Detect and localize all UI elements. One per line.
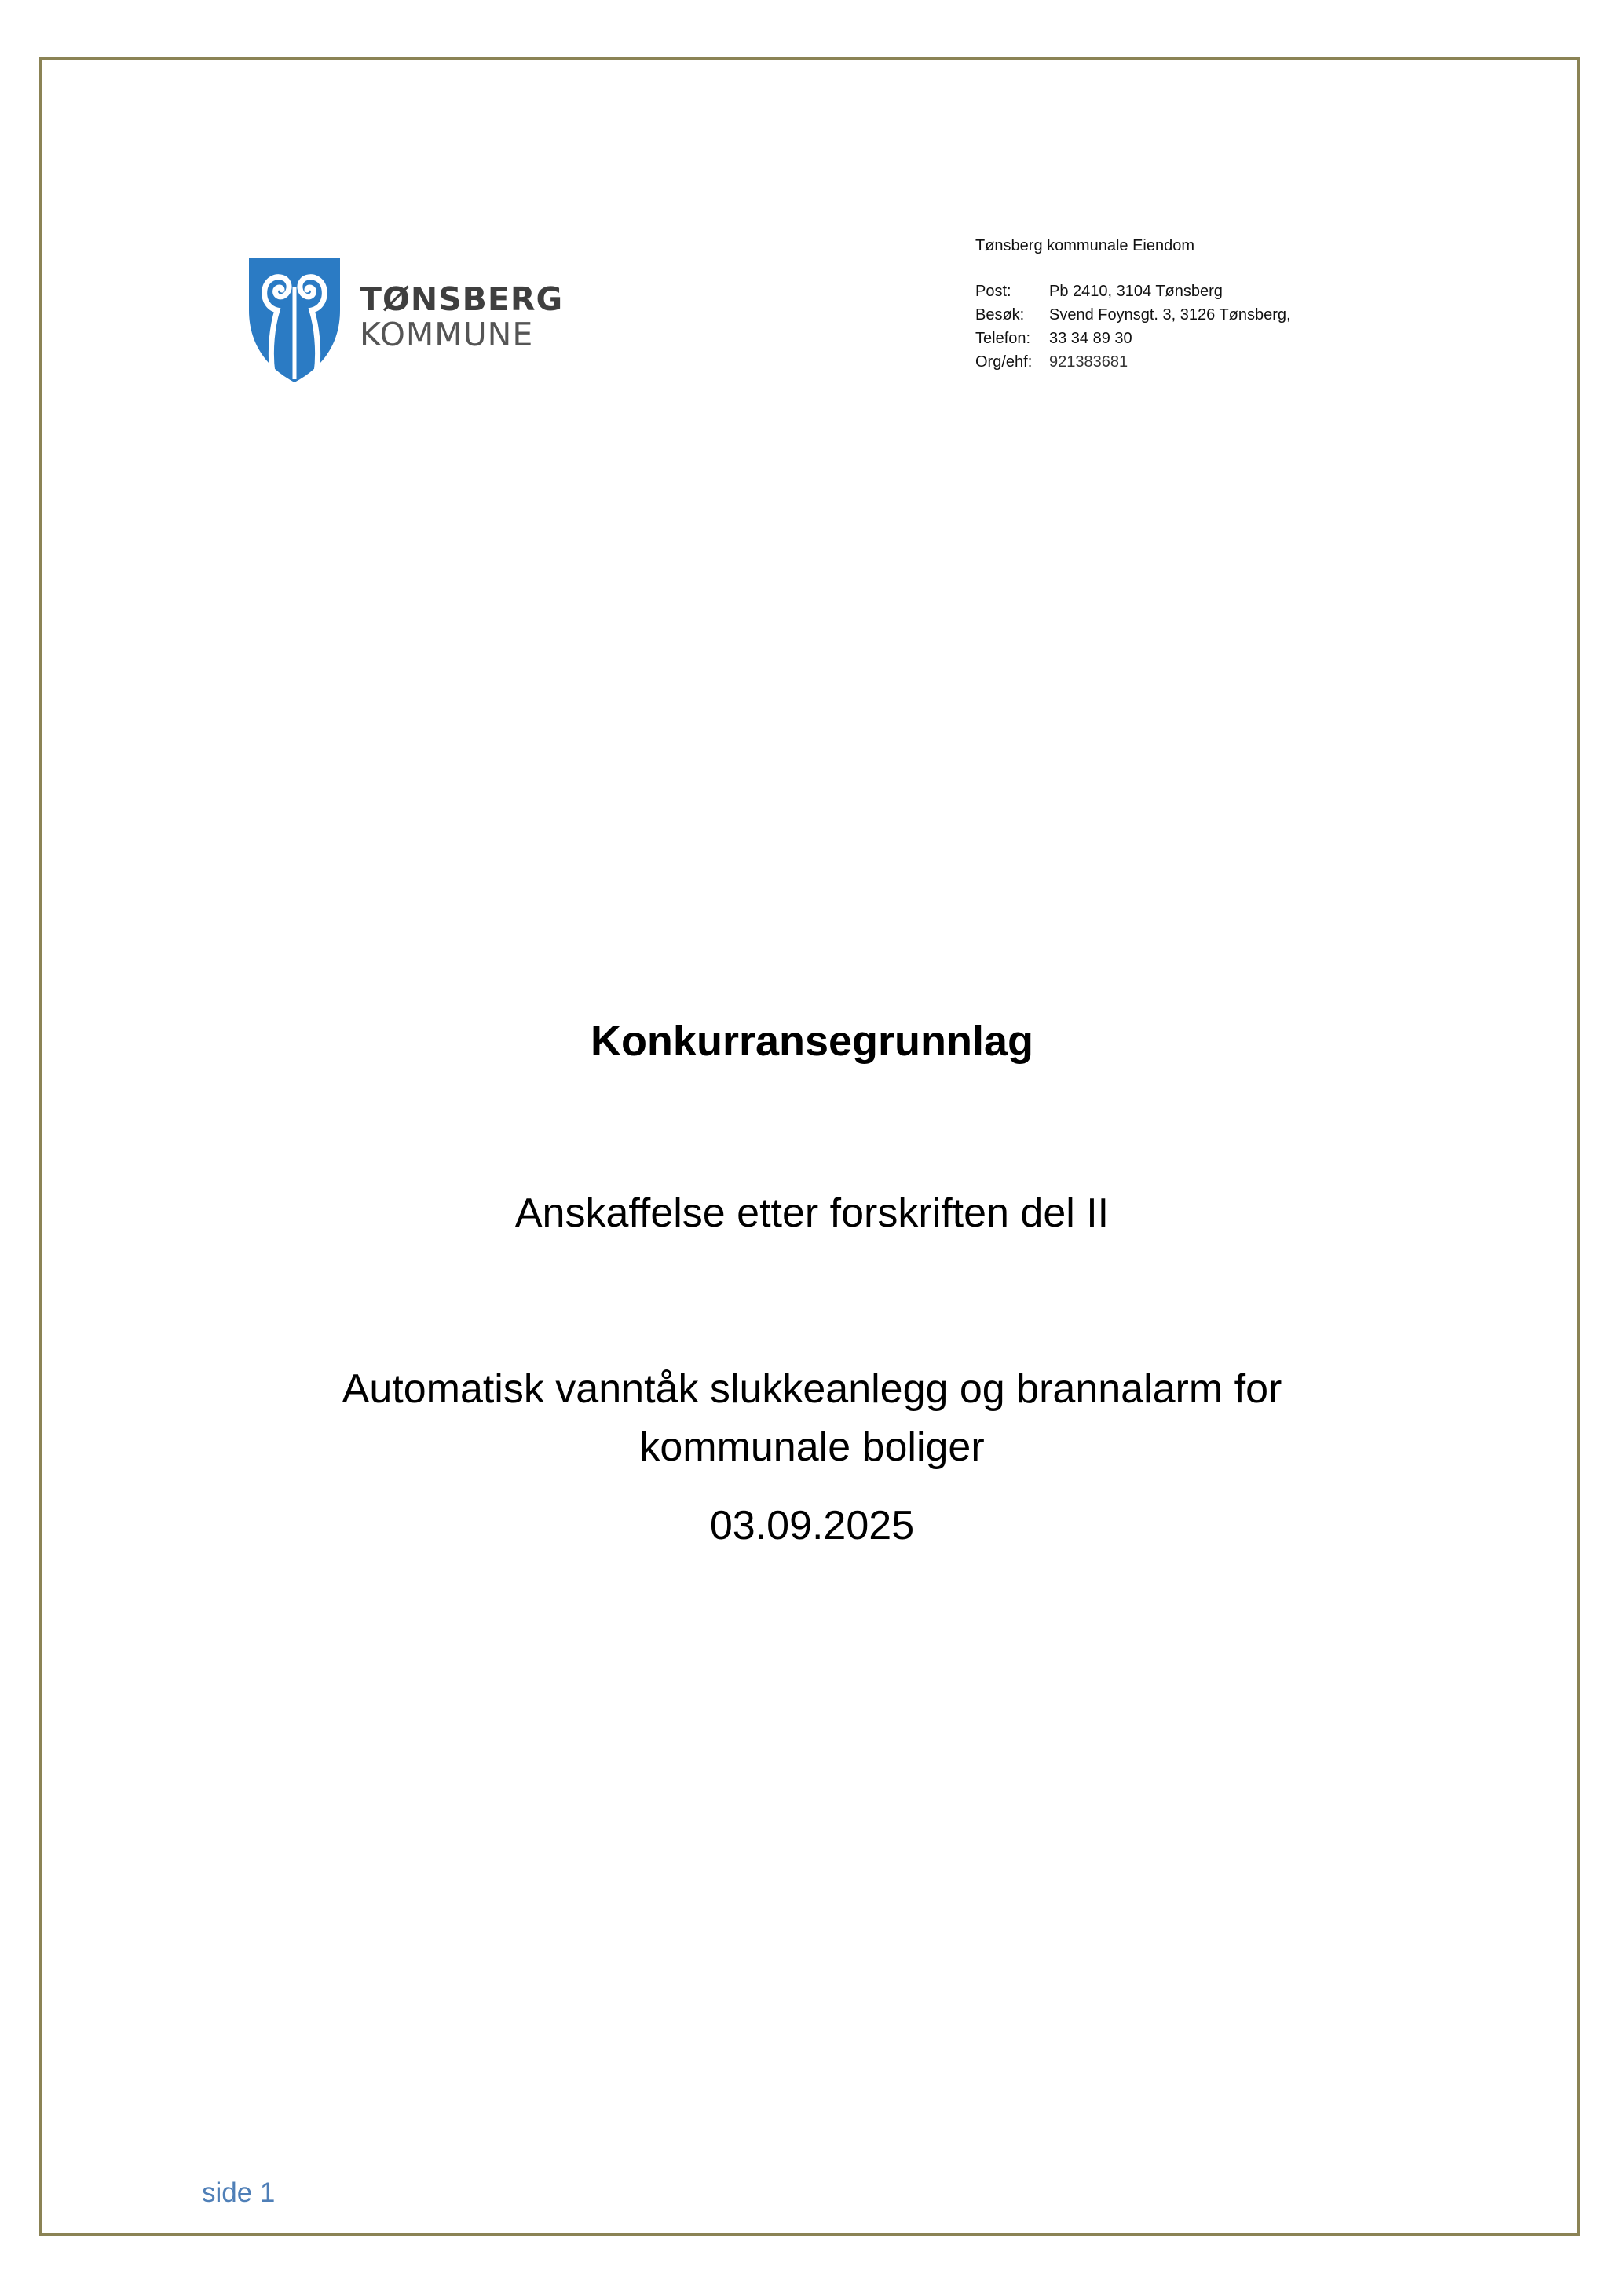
address-value: Pb 2410, 3104 Tønsberg xyxy=(1049,283,1223,300)
address-row-visit xyxy=(975,303,1291,327)
address-label: Telefon: xyxy=(975,330,1031,347)
address-label: Org/ehf: xyxy=(975,353,1033,371)
address-row-post xyxy=(975,280,1291,303)
address-row-phone xyxy=(975,327,1291,350)
project-title xyxy=(0,1360,1624,1476)
project-title-line-1: Automatisk vanntåk slukkeanlegg og brannalarm for xyxy=(342,1366,1282,1412)
address-value: Svend Foynsgt. 3, 3126 Tønsberg, xyxy=(1049,306,1291,324)
organization-name: Tønsberg kommunale Eiendom xyxy=(975,237,1195,254)
page-number: side 1 xyxy=(202,2177,276,2208)
document-subtitle: Anskaffelse etter forskriften del II xyxy=(514,1190,1110,1236)
logo-wordmark xyxy=(360,280,564,353)
municipality-logo xyxy=(246,255,564,389)
document-title: Konkurransegrunnlag xyxy=(590,1018,1034,1065)
coat-of-arms-icon xyxy=(246,255,343,385)
address-value: 921383681 xyxy=(1049,353,1128,371)
logo-line-2: KOMMUNE xyxy=(360,316,534,353)
project-title-line-2: kommunale boliger xyxy=(639,1424,985,1470)
address-row-org xyxy=(975,350,1291,374)
address-label: Post: xyxy=(975,283,1011,300)
address-block xyxy=(975,234,1291,374)
document-date: 03.09.2025 xyxy=(709,1503,915,1548)
address-value: 33 34 89 30 xyxy=(1049,330,1132,347)
address-label: Besøk: xyxy=(975,306,1025,324)
logo-line-1: TØNSBERG xyxy=(360,280,564,318)
